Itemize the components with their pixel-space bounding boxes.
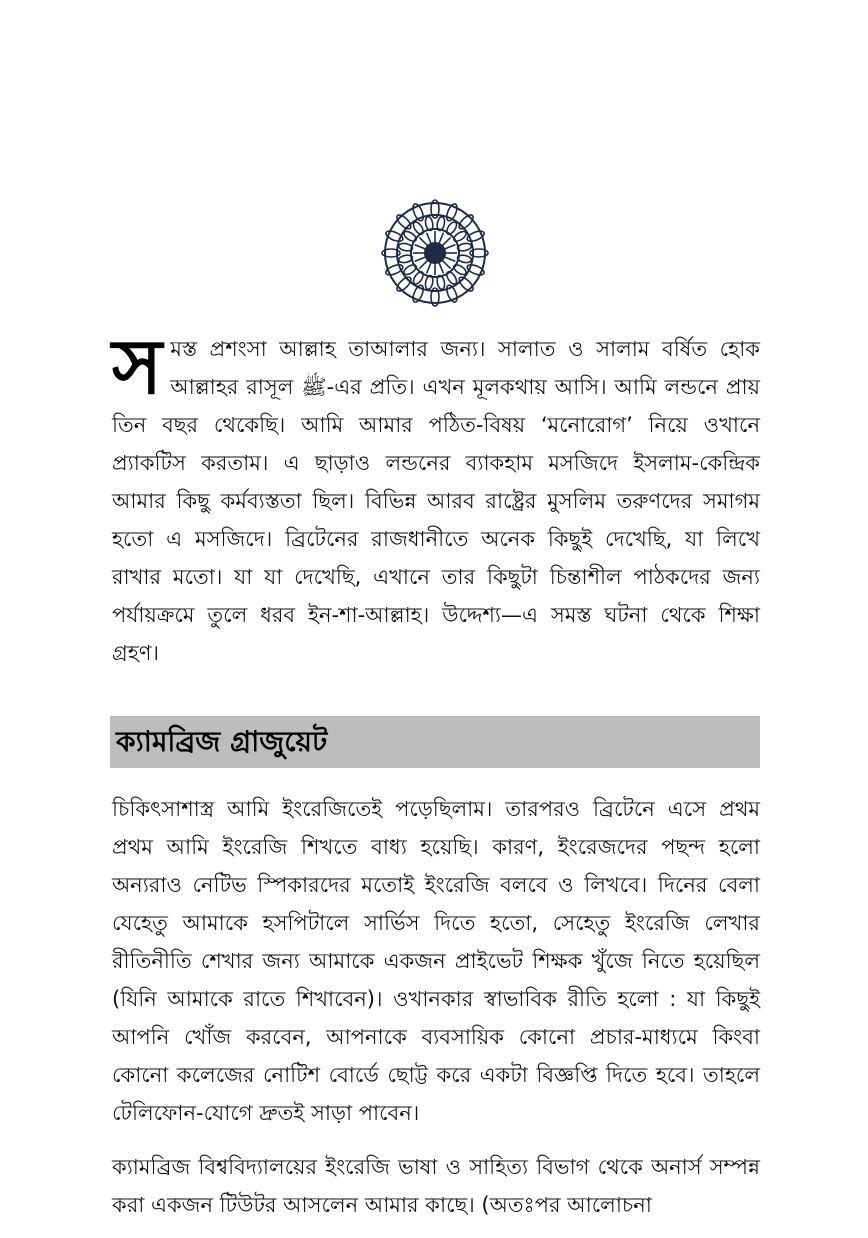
section-body-continued xyxy=(112,1148,760,1224)
body-paragraph-2: ক্যামব্রিজ বিশ্ববিদ্যালয়ের ইংরেজি ভাষা ও সাহিত্য বিভাগ থেকে অনার্স সম্পন্ন করা একজন টিউটর আসলেন আমার কাছে। (অতঃপর আলোচনা xyxy=(112,1155,760,1217)
section-body xyxy=(112,790,760,1132)
body-paragraph-1: চিকিৎসাশাস্ত্র আমি ইংরেজিতেই পড়েছিলাম। তারপরও ব্রিটেনে এসে প্রথম প্রথম আমি ইংরেজি শিখতে বাধ্য হয়েছি। কারণ, ইংরেজদের পছন্দ হলো অন্যরাও নেটিভ স্পিকারদের মতোই ইংরেজি বলবে ও লিখবে। দিনের বেলা যেহেতু আমাকে হসপিটালে সার্ভিস দিতে হতো, সেহেতু ইংরেজি লেখার রীতিনীতি শেখার জন্য আমাকে একজন প্রাইভেট শিক্ষক খুঁজে নিতে হয়েছিল (যিনি আমাকে রাতে শিখাবেন)। ওখানকার স্বাভাবিক রীতি হলো : যা কিছুই আপনি খোঁজ করবেন, আপনাকে ব্যবসায়িক কোনো প্রচার-মাধ্যমে কিংবা কোনো কলেজের নোটিশ বোর্ডে ছোট্ট করে একটা বিজ্ঞপ্তি দিতে হবে। তাহলে টেলিফোন-যোগে দ্রুতই সাড়া পাবেন। xyxy=(112,797,760,1125)
intro-paragraph: মস্ত প্রশংসা আল্লাহ তাআলার জন্য। সালাত ও সালাম বর্ষিত হোক আল্লাহর রাসূল ﷺ-এর প্রতি। এখন মূলকথায় আসি। আমি লন্ডনে প্রায় তিন বছর থেকেছি। আমি আমার পঠিত-বিষয় ‘মনোরোগ’ নিয়ে ওখানে প্র্যাকটিস করতাম। এ ছাড়াও লন্ডনের ব্যাকহাম মসজিদে ইসলাম-কেন্দ্রিক আমার কিছু কর্মব্যস্ততা ছিল। বিভিন্ন আরব রাষ্ট্রের মুসলিম তরুণদের সমাগম হতো এ মসজিদে। ব্রিটেনের রাজধানীতে অনেক কিছুই দেখেছি, যা লিখে রাখার মতো। যা যা দেখেছি, এখানে তার কিছুটা চিন্তাশীল পাঠকদের জন্য পর্যায়ক্রমে তুলে ধরব ইন-শা-আল্লাহ। উদ্দেশ্য—এ সমস্ত ঘটনা থেকে শিক্ষা গ্রহণ। xyxy=(112,337,760,665)
section-heading: ক্যামব্রিজ গ্রাজুয়েট xyxy=(116,725,328,758)
mandala-ornament-icon xyxy=(380,198,490,308)
drop-cap: স xyxy=(112,322,163,411)
intro-section xyxy=(112,322,760,672)
section-heading-bar xyxy=(110,716,760,768)
